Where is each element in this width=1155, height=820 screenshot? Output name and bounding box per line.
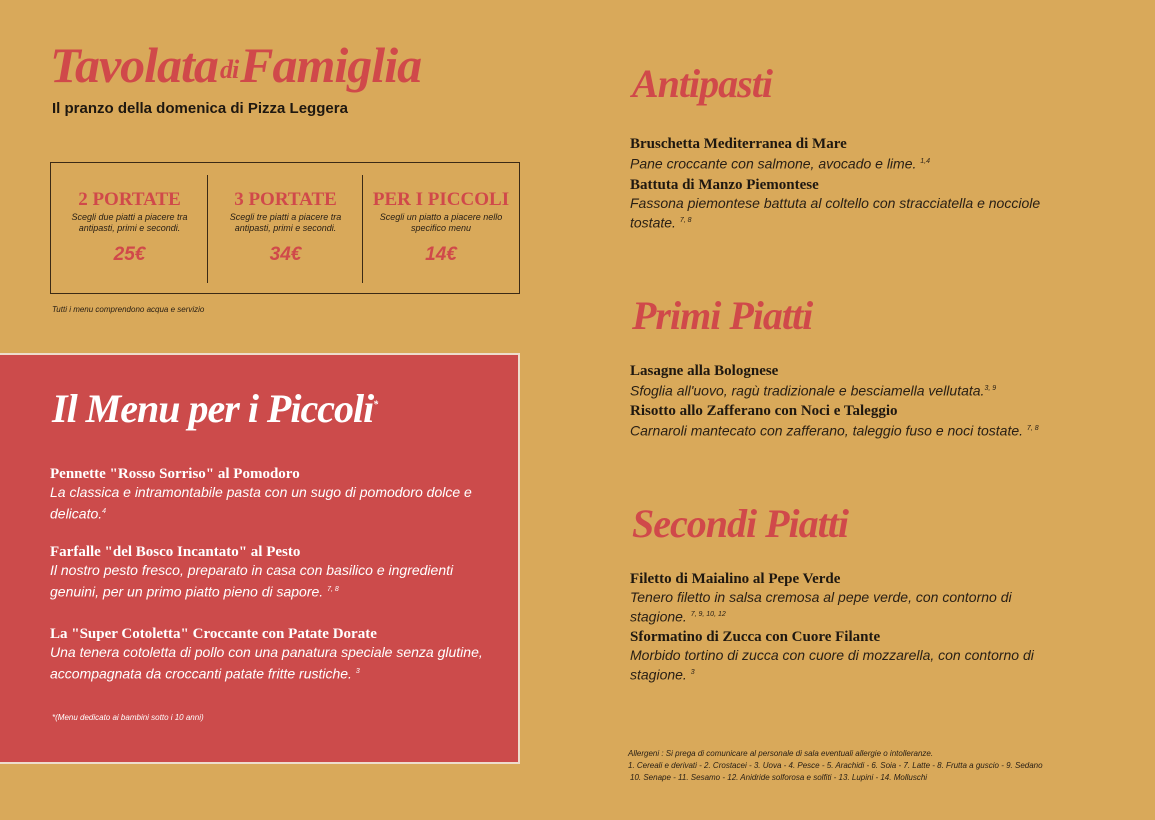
allergens-intro: Allergeni : Si prega di comunicare al personale di sala eventuali allergie o intolleranze.	[628, 749, 934, 758]
dish-name: La "Super Cotoletta" Croccante con Patate Dorate	[50, 626, 377, 642]
option-desc: Scegli un piatto a piacere nello specifico menu	[379, 212, 503, 233]
allergens-list-1: 1. Cereali e derivati - 2. Crostacei - 3. Uova - 4. Pesce - 5. Arachidi - 6. Soia - 7. Latte - 8. Frutta a guscio - 9. Sedano	[628, 761, 1043, 770]
kids-title-mark: *	[373, 399, 378, 411]
kids-title-text: Il Menu per i Piccoli	[52, 386, 374, 431]
option-2-portate	[51, 163, 208, 293]
kids-menu-note: *(Menu dedicato ai bambini sotto i 10 anni)	[52, 713, 204, 722]
dish-name: Filetto di Maialino al Pepe Verde	[630, 571, 841, 587]
menu-title	[50, 37, 422, 93]
option-title: 3 PORTATE	[234, 189, 337, 210]
allergens-list-2: 10. Senape - 11. Sesamo - 12. Anidride solforosa e solfiti - 13. Lupini - 14. Molluschi	[630, 773, 928, 782]
menu-subtitle: Il pranzo della domenica di Pizza Leggera	[52, 100, 348, 117]
dish-desc: Una tenera cotoletta di pollo con una panatura speciale senza glutine, accompagnata da croccanti patate fritte rustiche.	[50, 644, 483, 682]
option-price: 25€	[113, 244, 146, 265]
dish-desc: La classica e intramontabile pasta con un sugo di pomodoro dolce e delicato.	[50, 484, 472, 522]
dish-allergens: 7, 8	[327, 586, 339, 593]
kids-menu-item	[50, 466, 490, 524]
section-title-secondi-piatti: Secondi Piatti	[632, 501, 848, 546]
dish-allergens: 4	[102, 508, 107, 515]
option-title: 2 PORTATE	[78, 189, 181, 210]
dish-allergens: 3	[690, 669, 695, 676]
option-per-i-piccoli	[363, 163, 519, 293]
title-di: di	[219, 55, 239, 84]
kids-menu-item	[50, 626, 490, 684]
dish-desc: Tenero filetto in salsa cremosa al pepe verde, con contorno di stagione.	[630, 589, 1012, 625]
menu-item	[630, 571, 1070, 626]
price-options-box	[50, 162, 520, 294]
option-3-portate	[208, 163, 363, 293]
options-note: Tutti i menu comprendono acqua e servizio	[52, 305, 205, 314]
menu-item	[630, 136, 1070, 173]
menu-item	[630, 177, 1070, 232]
dish-desc: Sfoglia all'uovo, ragù tradizionale e besciamella vellutata.	[630, 382, 985, 399]
option-price: 14€	[425, 244, 457, 265]
menu-item	[630, 629, 1070, 684]
dish-name: Sformatino di Zucca con Cuore Filante	[630, 629, 881, 645]
kids-menu-title	[52, 385, 377, 432]
dish-allergens: 1,4	[920, 158, 931, 165]
title-part-2: Famiglia	[240, 37, 422, 93]
dish-allergens: 7, 8	[679, 217, 692, 224]
dish-name: Pennette "Rosso Sorriso" al Pomodoro	[50, 466, 300, 482]
dish-allergens: 7, 9, 10, 12	[690, 611, 726, 618]
title-part-1: Tavolata	[50, 37, 218, 93]
dish-name: Battuta di Manzo Piemontese	[630, 177, 819, 193]
dish-allergens: 3, 9	[984, 385, 997, 392]
menu-item	[630, 403, 1070, 440]
option-desc: Scegli due piatti a piacere tra antipasti, primi e secondi.	[71, 212, 188, 233]
option-title: PER I PICCOLI	[372, 189, 510, 210]
allergens-legend	[628, 748, 1098, 784]
option-desc: Scegli tre piatti a piacere tra antipasti, primi e secondi.	[229, 212, 342, 233]
section-title-antipasti: Antipasti	[632, 61, 772, 106]
kids-menu-item	[50, 544, 490, 602]
dish-name: Farfalle "del Bosco Incantato" al Pesto	[50, 544, 301, 560]
section-title-primi-piatti: Primi Piatti	[632, 293, 813, 338]
dish-allergens: 3	[355, 668, 360, 675]
dish-desc: Carnaroli mantecato con zafferano, taleggio fuso e noci tostate.	[630, 422, 1024, 439]
option-price: 34€	[269, 244, 302, 265]
dish-name: Bruschetta Mediterranea di Mare	[630, 136, 847, 152]
dish-desc: Pane croccante con salmone, avocado e lime.	[630, 155, 917, 172]
dish-name: Lasagne alla Bolognese	[630, 363, 779, 379]
dish-desc: Il nostro pesto fresco, preparato in casa con basilico e ingredienti genuini, per un primo piatto pieno di sapore.	[50, 562, 454, 600]
dish-desc: Fassona piemontese battuta al coltello con stracciatella e nocciole tostate.	[630, 195, 1041, 231]
dish-name: Risotto allo Zafferano con Noci e Taleggio	[630, 403, 898, 419]
menu-item	[630, 363, 1070, 400]
dish-allergens: 7, 8	[1026, 425, 1039, 432]
dish-desc: Morbido tortino di zucca con cuore di mozzarella, con contorno di stagione.	[630, 647, 1034, 683]
